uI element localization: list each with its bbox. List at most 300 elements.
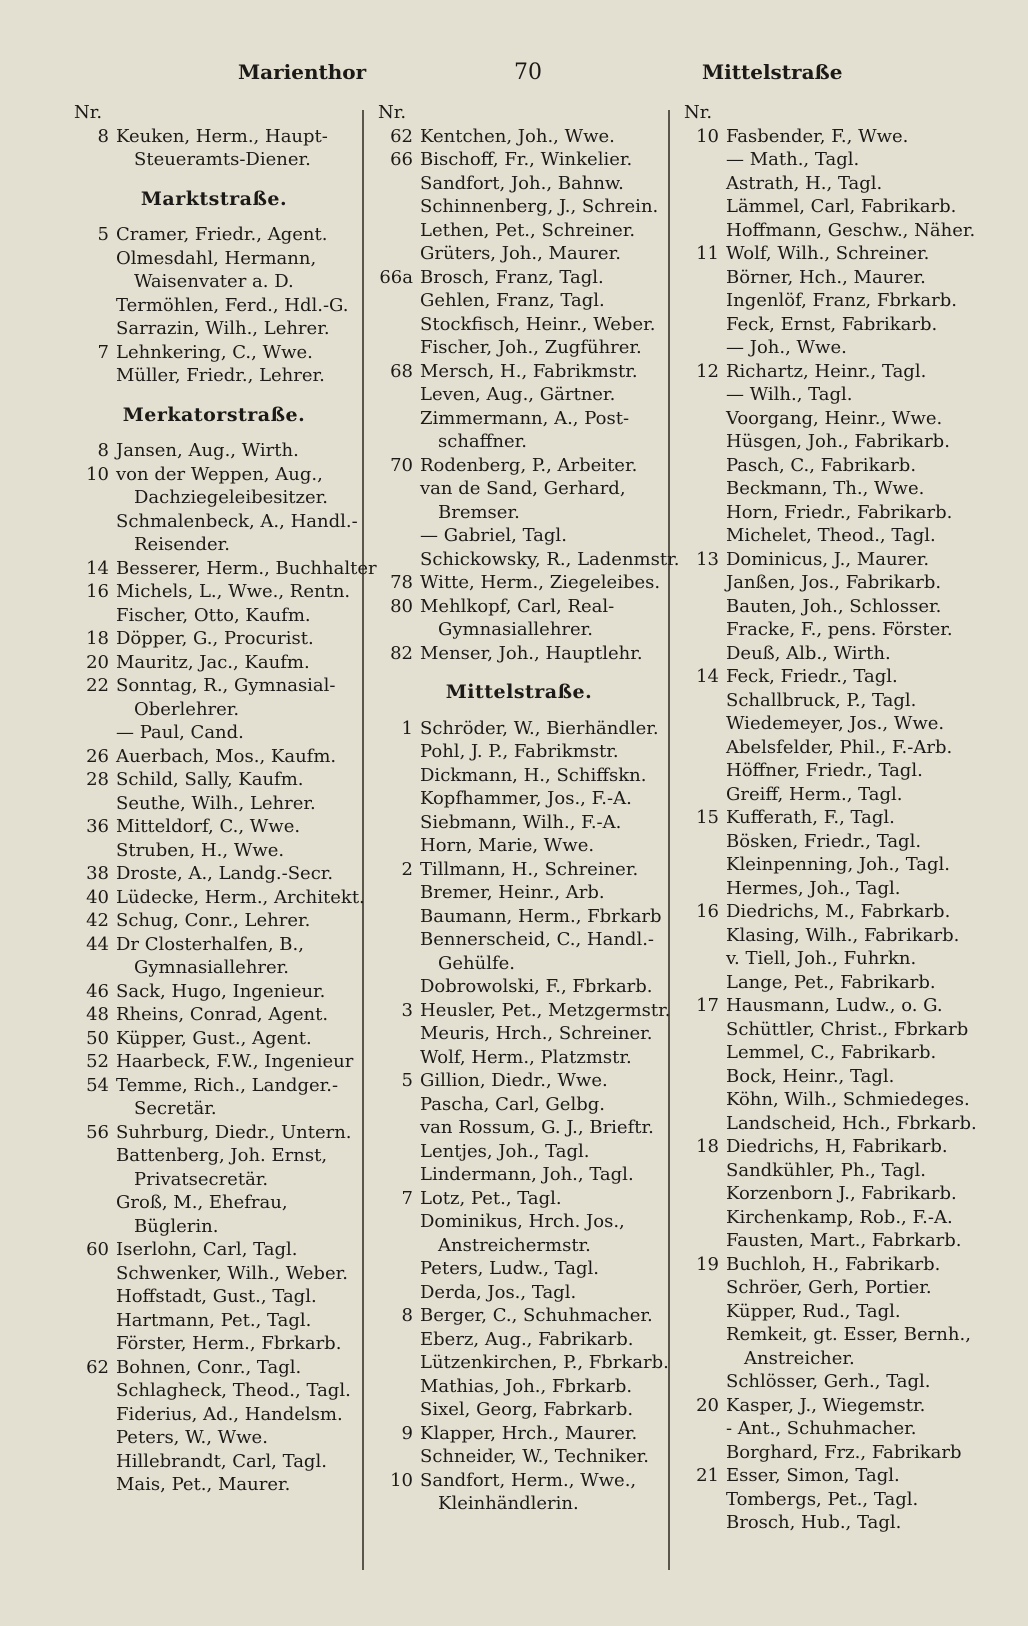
house-number: 14 <box>696 666 719 687</box>
resident-text: Lentjes, Joh., Tagl. <box>420 1140 590 1162</box>
street-heading: Merkatorstraße. <box>122 403 306 426</box>
directory-entry <box>370 1398 668 1422</box>
house-number <box>66 1450 116 1474</box>
directory-entry <box>66 933 362 957</box>
directory-entry <box>676 712 976 736</box>
house-number: 44 <box>86 933 109 955</box>
directory-entry <box>66 1473 362 1497</box>
directory-entry <box>66 247 362 271</box>
house-number <box>676 759 726 783</box>
house-number <box>676 1370 726 1394</box>
entry-continuation <box>370 618 668 642</box>
house-number: 2 <box>401 858 413 880</box>
directory-entry <box>676 1253 976 1277</box>
house-number <box>370 336 420 360</box>
resident-text: Börner, Hch., Maurer. <box>726 266 926 288</box>
resident-text: Fischer, Joh., Zugführer. <box>420 337 642 358</box>
house-number <box>370 928 420 952</box>
resident-text: Lotz, Pet., Tagl. <box>420 1187 562 1209</box>
resident-text: Kleinhändlerin. <box>438 1493 579 1514</box>
resident-text: Fiderius, Ad., Handelsm. <box>116 1403 343 1425</box>
house-number <box>676 1488 726 1512</box>
house-number <box>66 1168 116 1192</box>
house-number: 82 <box>390 642 413 664</box>
house-number: 20 <box>696 1394 719 1416</box>
resident-text: Leven, Aug., Gärtner. <box>420 384 616 405</box>
resident-text: Cramer, Friedr., Agent. <box>116 224 328 245</box>
entry-continuation <box>676 1347 976 1371</box>
resident-text: Esser, Simon, Tagl. <box>726 1465 900 1486</box>
directory-entry <box>676 853 976 877</box>
house-number <box>66 364 116 388</box>
entry-continuation <box>370 952 668 976</box>
resident-text: Wiedemeyer, Jos., Wwe. <box>726 713 945 734</box>
resident-text: Grüters, Joh., Maurer. <box>420 243 621 264</box>
directory-entry <box>66 294 362 318</box>
resident-text: Peters, W., Wwe. <box>116 1427 268 1448</box>
directory-entry <box>66 745 362 769</box>
house-number <box>370 219 420 243</box>
resident-text: Iserlohn, Carl, Tagl. <box>116 1239 298 1260</box>
directory-entry <box>370 1069 668 1093</box>
directory-entry <box>676 454 976 478</box>
directory-entry <box>370 1187 668 1211</box>
house-number: 16 <box>86 581 109 602</box>
resident-text: Janßen, Jos., Fabrikarb. <box>726 572 942 593</box>
directory-entry <box>66 980 362 1004</box>
entry-continuation <box>66 486 362 510</box>
directory-entry <box>676 877 976 901</box>
directory-entry <box>370 1375 668 1399</box>
entry-continuation <box>370 1492 668 1516</box>
resident-text: Kufferath, F., Tagl. <box>726 807 895 828</box>
entry-continuation <box>370 430 668 454</box>
directory-entry <box>676 501 976 525</box>
resident-text: Förster, Herm., Fbrkarb. <box>116 1333 342 1354</box>
resident-text: Schickowsky, R., Ladenmstr. <box>420 548 680 570</box>
directory-entry <box>370 1210 668 1234</box>
resident-text: — Math., Tagl. <box>726 149 860 170</box>
house-number <box>370 1116 420 1140</box>
directory-entry <box>370 1022 668 1046</box>
resident-text: Waisenvater a. D. <box>134 271 294 292</box>
house-number <box>370 811 420 835</box>
directory-entry <box>66 839 362 863</box>
directory-entry <box>370 1304 668 1328</box>
house-number <box>370 1398 420 1422</box>
directory-entry <box>676 383 976 407</box>
resident-text: Mauritz, Jac., Kaufm. <box>116 651 310 673</box>
house-number <box>370 289 420 313</box>
house-number <box>66 1379 116 1403</box>
resident-text: von der Weppen, Aug., <box>116 463 323 485</box>
nr-label: Nr. <box>74 102 103 123</box>
house-number <box>676 1159 726 1183</box>
house-number <box>66 533 116 557</box>
resident-text: Kleinpenning, Joh., Tagl. <box>726 854 951 875</box>
resident-text: Diedrichs, M., Fabrkarb. <box>726 901 951 922</box>
directory-entry <box>370 642 668 666</box>
directory-entry <box>676 665 976 689</box>
house-number: 62 <box>390 125 413 147</box>
directory-entry <box>66 651 362 675</box>
running-head-right: Mittelstraße <box>702 60 843 84</box>
resident-text: Lützenkirchen, P., Fbrkarb. <box>420 1352 669 1373</box>
directory-entry <box>676 430 976 454</box>
resident-text: Astrath, H., Tagl. <box>726 172 883 194</box>
resident-text: Schröder, W., Bierhändler. <box>420 717 659 739</box>
house-number <box>676 266 726 290</box>
house-number: 22 <box>86 675 109 696</box>
resident-text: Keuken, Herm., Haupt- <box>116 125 328 147</box>
house-number <box>676 148 726 172</box>
house-number <box>66 1309 116 1333</box>
house-number <box>676 571 726 595</box>
house-number <box>676 947 726 971</box>
resident-text: Gymnasiallehrer. <box>438 619 594 640</box>
directory-entry <box>370 858 668 882</box>
directory-entry <box>66 721 362 745</box>
directory-entry <box>66 1356 362 1380</box>
resident-text: Derda, Jos., Tagl. <box>420 1281 577 1303</box>
house-number <box>676 1276 726 1300</box>
resident-text: Schneider, W., Techniker. <box>420 1446 649 1467</box>
resident-text: Mathias, Joh., Fbrkarb. <box>420 1375 633 1397</box>
house-number <box>676 219 726 243</box>
house-number <box>370 1022 420 1046</box>
directory-entry <box>66 510 362 534</box>
resident-text: Lemmel, C., Fabrikarb. <box>726 1042 937 1063</box>
house-number <box>66 1262 116 1286</box>
directory-entry <box>66 815 362 839</box>
resident-text: Hoffstadt, Gust., Tagl. <box>116 1286 317 1307</box>
resident-text: Lüdecke, Herm., Architekt. <box>116 886 365 908</box>
directory-entry <box>66 862 362 886</box>
house-number: 78 <box>390 572 413 593</box>
resident-text: Bock, Heinr., Tagl. <box>726 1065 895 1087</box>
directory-entry <box>370 125 668 149</box>
house-number <box>66 294 116 318</box>
directory-entry <box>370 1116 668 1140</box>
resident-text: Hoffmann, Geschw., Näher. <box>726 219 976 241</box>
resident-text: Sonntag, R., Gymnasial- <box>116 675 336 696</box>
directory-entry <box>66 1332 362 1356</box>
directory-entry <box>370 905 668 929</box>
resident-text: Kopfhammer, Jos., F.-A. <box>420 788 632 809</box>
house-number <box>370 172 420 196</box>
house-number <box>676 1417 726 1441</box>
directory-entry <box>676 360 976 384</box>
resident-text: Groß, M., Ehefrau, <box>116 1192 288 1213</box>
resident-text: Köhn, Wilh., Schmiedeges. <box>726 1089 970 1110</box>
directory-entry <box>676 477 976 501</box>
directory-entry <box>66 674 362 698</box>
directory-entry <box>676 313 976 337</box>
resident-text: Schwenker, Wilh., Weber. <box>116 1262 348 1284</box>
directory-entry <box>676 830 976 854</box>
house-number: 5 <box>97 224 109 245</box>
directory-entry <box>676 1018 976 1042</box>
house-number: 8 <box>97 440 109 461</box>
directory-entry <box>370 1281 668 1305</box>
resident-text: Pohl, J. P., Fabrikmstr. <box>420 741 619 762</box>
resident-text: Wolf, Wilh., Schreiner. <box>726 243 930 264</box>
house-number: 62 <box>86 1356 109 1378</box>
resident-text: - Ant., Schuhmacher. <box>726 1418 917 1439</box>
directory-entry <box>676 900 976 924</box>
column-1 <box>66 101 377 1497</box>
resident-text: Kirchenkamp, Rob., F.-A. <box>726 1206 953 1228</box>
directory-entry <box>66 1027 362 1051</box>
directory-entry <box>370 148 668 172</box>
directory-entry <box>676 548 976 572</box>
resident-text: Korzenborn J., Fabrikarb. <box>726 1183 957 1204</box>
resident-text: Richartz, Heinr., Tagl. <box>726 360 927 382</box>
house-number <box>370 430 420 454</box>
resident-text: Brosch, Franz, Tagl. <box>420 266 604 288</box>
house-number <box>676 1206 726 1230</box>
house-number <box>370 477 420 501</box>
house-number <box>370 1492 420 1516</box>
resident-text: Suhrburg, Diedr., Untern. <box>116 1121 352 1143</box>
directory-entry <box>676 266 976 290</box>
resident-text: Buchloh, H., Fabrikarb. <box>726 1253 941 1275</box>
resident-text: Olmesdahl, Hermann, <box>116 247 317 269</box>
house-number <box>676 1441 726 1465</box>
resident-text: Anstreichermstr. <box>438 1234 591 1256</box>
house-number: 9 <box>401 1422 413 1444</box>
directory-entry <box>370 289 668 313</box>
house-number <box>676 924 726 948</box>
resident-text: Schlagheck, Theod., Tagl. <box>116 1380 351 1401</box>
house-number <box>676 736 726 760</box>
directory-entry <box>676 1088 976 1112</box>
resident-text: Zimmermann, A., Post- <box>420 407 630 429</box>
house-number: 66 <box>390 149 413 170</box>
directory-entry <box>66 580 362 604</box>
directory-entry <box>676 1488 976 1512</box>
house-number: 19 <box>696 1253 719 1275</box>
directory-entry <box>66 1309 362 1333</box>
house-number <box>66 1144 116 1168</box>
resident-text: Baumann, Herm., Fbrkarb <box>420 905 662 927</box>
house-number: 40 <box>86 886 109 908</box>
entry-continuation <box>66 1168 362 1192</box>
directory-entry <box>370 881 668 905</box>
house-number: 8 <box>401 1305 413 1326</box>
resident-text: Termöhlen, Ferd., Hdl.-G. <box>116 294 349 316</box>
directory-entry <box>370 1140 668 1164</box>
directory-entry <box>676 736 976 760</box>
directory-entry <box>676 524 976 548</box>
house-number <box>676 383 726 407</box>
resident-text: Lange, Pet., Fabrikarb. <box>726 971 936 993</box>
house-number <box>676 618 726 642</box>
directory-entry <box>66 1403 362 1427</box>
resident-text: Secretär. <box>134 1098 217 1119</box>
house-number <box>676 877 726 901</box>
directory-entry <box>66 604 362 628</box>
house-number <box>66 510 116 534</box>
directory-entry <box>676 195 976 219</box>
entry-continuation <box>66 1215 362 1239</box>
house-number: 66a <box>379 266 413 288</box>
house-number: 36 <box>86 816 109 837</box>
house-number <box>370 834 420 858</box>
resident-text: Stockfisch, Heinr., Weber. <box>420 313 656 335</box>
resident-text: Pasch, C., Fabrikarb. <box>726 454 917 476</box>
resident-text: Berger, C., Schuhmacher. <box>420 1305 653 1326</box>
directory-entry <box>66 1003 362 1027</box>
house-number <box>66 247 116 271</box>
nr-label: Nr. <box>378 102 407 123</box>
house-number: 50 <box>86 1027 109 1049</box>
house-number <box>676 524 726 548</box>
house-number <box>676 830 726 854</box>
directory-entry <box>676 125 976 149</box>
resident-text: Hillebrandt, Carl, Tagl. <box>116 1450 327 1472</box>
resident-text: Sandkühler, Ph., Tagl. <box>726 1159 926 1181</box>
resident-text: Deuß, Alb., Wirth. <box>726 642 891 664</box>
directory-entry <box>370 1093 668 1117</box>
directory-entry <box>676 336 976 360</box>
house-number: 46 <box>86 980 109 1002</box>
directory-entry <box>370 172 668 196</box>
directory-entry <box>676 1417 976 1441</box>
directory-entry <box>66 1144 362 1168</box>
resident-text: Wolf, Herm., Platzmstr. <box>420 1046 632 1068</box>
directory-entry <box>676 289 976 313</box>
directory-entry <box>66 557 377 581</box>
resident-text: Horn, Marie, Wwe. <box>420 835 595 856</box>
resident-text: Schug, Conr., Lehrer. <box>116 910 311 931</box>
house-number: 21 <box>696 1465 719 1486</box>
number-column-label <box>370 101 668 125</box>
entry-continuation <box>370 1234 668 1258</box>
directory-entry <box>370 1422 668 1446</box>
directory-entry <box>676 971 976 995</box>
resident-text: Jansen, Aug., Wirth. <box>116 440 299 461</box>
directory-entry <box>370 407 668 431</box>
resident-text: Büglerin. <box>134 1215 219 1237</box>
directory-entry <box>370 928 668 952</box>
resident-text: Hartmann, Pet., Tagl. <box>116 1309 312 1331</box>
resident-text: Schallbruck, P., Tagl. <box>726 689 917 711</box>
resident-text: Pascha, Carl, Gelbg. <box>420 1093 605 1115</box>
resident-text: Meuris, Hrch., Schreiner. <box>420 1023 653 1044</box>
resident-text: Bösken, Friedr., Tagl. <box>726 830 922 852</box>
house-number: 1 <box>401 717 413 739</box>
resident-text: Gillion, Diedr., Wwe. <box>420 1070 608 1091</box>
resident-text: Feck, Ernst, Fabrikarb. <box>726 313 938 335</box>
resident-text: Abelsfelder, Phil., F.-Arb. <box>726 736 953 758</box>
directory-entry <box>66 463 362 487</box>
house-number <box>66 148 116 172</box>
resident-text: Rheins, Conrad, Agent. <box>116 1004 329 1025</box>
resident-text: Rodenberg, P., Arbeiter. <box>420 454 638 476</box>
number-column-label <box>676 101 976 125</box>
house-number <box>370 548 420 572</box>
house-number: 10 <box>390 1469 413 1491</box>
resident-text: Peters, Ludw., Tagl. <box>420 1258 599 1279</box>
column-2 <box>370 101 680 1516</box>
directory-entry <box>66 1285 362 1309</box>
resident-text: van de Sand, Gerhard, <box>420 478 626 499</box>
resident-text: Tillmann, H., Schreiner. <box>420 858 639 880</box>
house-number <box>370 1046 420 1070</box>
house-number <box>370 618 420 642</box>
resident-text: Sarrazin, Wilh., Lehrer. <box>116 318 330 339</box>
house-number <box>676 172 726 196</box>
house-number: 16 <box>696 901 719 922</box>
entry-continuation <box>370 501 668 525</box>
resident-text: Dominicus, J., Maurer. <box>726 548 930 570</box>
entry-continuation <box>66 698 362 722</box>
directory-entry <box>676 595 976 619</box>
house-number <box>676 1018 726 1042</box>
directory-entry <box>370 595 668 619</box>
house-number <box>676 407 726 431</box>
directory-entry <box>676 994 976 1018</box>
house-number <box>370 764 420 788</box>
directory-entry <box>370 787 668 811</box>
resident-text: Fausten, Mart., Fabrkarb. <box>726 1230 962 1251</box>
resident-text: Steueramts-Diener. <box>134 149 311 170</box>
resident-text: v. Tiell, Joh., Fuhrkn. <box>726 948 917 969</box>
directory-entry <box>370 524 668 548</box>
house-number <box>370 975 420 999</box>
resident-text: Schüttler, Christ., Fbrkarb <box>726 1018 969 1040</box>
resident-text: Bauten, Joh., Schlosser. <box>726 595 942 617</box>
house-number: 20 <box>86 651 109 673</box>
resident-text: Droste, A., Landg.-Secr. <box>116 863 334 884</box>
resident-text: Witte, Herm., Ziegeleibes. <box>420 572 661 593</box>
resident-text: — Paul, Cand. <box>116 722 244 743</box>
directory-entry <box>676 806 976 830</box>
directory-entry <box>676 1394 976 1418</box>
directory-entry <box>370 454 668 478</box>
house-number <box>676 501 726 525</box>
running-head-left: Marienthor <box>238 60 367 84</box>
resident-text: Hüsgen, Joh., Fabrikarb. <box>726 431 950 452</box>
house-number <box>66 270 116 294</box>
resident-text: van Rossum, G. J., Brieftr. <box>420 1117 654 1138</box>
resident-text: Dominikus, Hrch. Jos., <box>420 1211 625 1232</box>
directory-entry <box>370 336 668 360</box>
resident-text: Schröer, Gerh, Portier. <box>726 1277 932 1298</box>
resident-text: Küpper, Gust., Agent. <box>116 1027 312 1049</box>
house-number <box>370 1234 420 1258</box>
resident-text: Mersch, H., Fabrikmstr. <box>420 360 638 382</box>
directory-entry <box>370 219 668 243</box>
house-number <box>676 477 726 501</box>
directory-entry <box>370 764 668 788</box>
resident-text: Haarbeck, F.W., Ingenieur <box>116 1051 354 1072</box>
column-3 <box>676 101 976 1535</box>
directory-entry <box>66 792 362 816</box>
directory-entry <box>676 1511 976 1535</box>
house-number <box>676 289 726 313</box>
house-number <box>66 698 116 722</box>
house-number <box>676 1182 726 1206</box>
resident-text: Brosch, Hub., Tagl. <box>726 1512 902 1533</box>
resident-text: Dobrowolski, F., Fbrkarb. <box>420 976 653 997</box>
directory-entry <box>370 266 668 290</box>
house-number: 18 <box>696 1136 719 1157</box>
house-number <box>676 1041 726 1065</box>
directory-entry <box>370 740 668 764</box>
directory-entry <box>676 1276 976 1300</box>
